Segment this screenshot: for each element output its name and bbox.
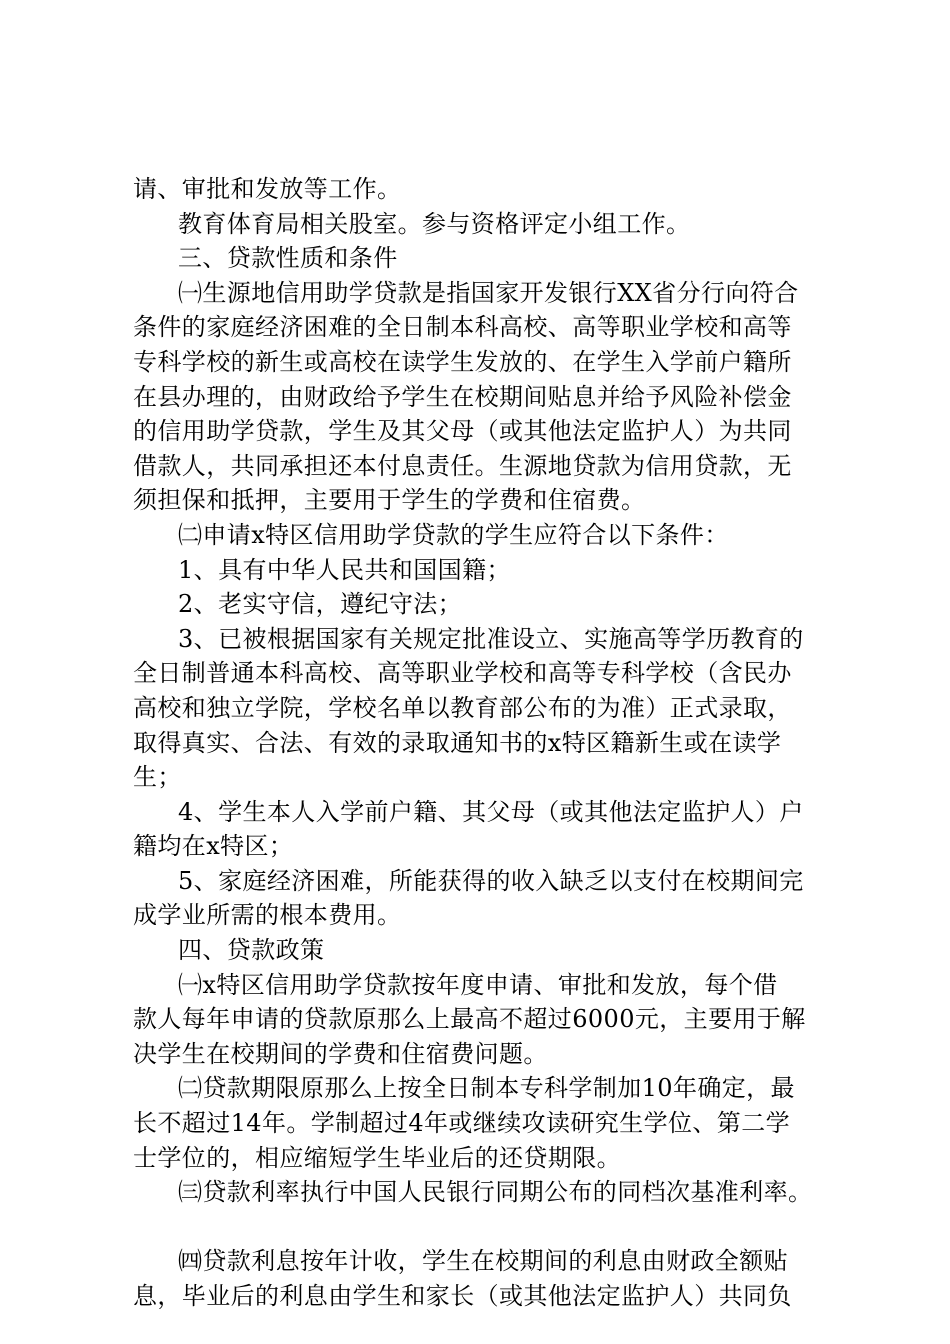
- text-line: 士学位的，相应缩短学生毕业后的还贷期限。: [133, 1143, 621, 1172]
- text-line: 借款人，共同承担还本付息责任。生源地贷款为信用贷款，无: [133, 451, 792, 480]
- text-line: 高校和独立学院，学校名单以教育部公布的为准）正式录取，: [133, 693, 792, 722]
- blank-line: [133, 1210, 833, 1245]
- text-line: 三、贷款性质和条件: [178, 244, 398, 273]
- text-line: 专科学校的新生或高校在读学生发放的、在学生入学前户籍所: [133, 347, 792, 376]
- text-line: 生；: [133, 763, 182, 792]
- text-line: 决学生在校期间的学费和住宿费问题。: [133, 1039, 548, 1068]
- text-line: 5、家庭经济困难，所能获得的收入缺乏以支付在校期间完: [178, 866, 804, 895]
- text-line: 3、已被根据国家有关规定批准设立、实施高等学历教育的: [178, 624, 804, 653]
- text-line: 款人每年申请的贷款原那么上最高不超过6000元，主要用于解: [133, 1005, 806, 1034]
- text-line: 条件的家庭经济困难的全日制本科高校、高等职业学校和高等: [133, 313, 792, 342]
- text-line: 取得真实、合法、有效的录取通知书的x特区籍新生或在读学: [133, 728, 782, 757]
- text-line: 长不超过14年。学制超过4年或继续攻读研究生学位、第二学: [133, 1109, 791, 1138]
- text-line: 教育体育局相关股室。参与资格评定小组工作。: [178, 209, 691, 238]
- text-line: 四、贷款政策: [178, 936, 325, 965]
- text-line: 籍均在x特区；: [133, 832, 294, 861]
- text-line: 在县办理的，由财政给予学生在校期间贴息并给予风险补偿金: [133, 382, 792, 411]
- text-line: ㈡申请x特区信用助学贷款的学生应符合以下条件：: [178, 520, 729, 549]
- text-line: ㈣贷款利息按年计收，学生在校期间的利息由财政全额贴: [178, 1247, 788, 1276]
- text-line: 2、老实守信，遵纪守法；: [178, 590, 463, 619]
- text-line: ㈢贷款利率执行中国人民银行同期公布的同档次基准利率。: [178, 1178, 813, 1207]
- text-line: 须担保和抵押，主要用于学生的学费和住宿费。: [133, 486, 646, 515]
- text-line: 息，毕业后的利息由学生和家长（或其他法定监护人）共同负: [133, 1282, 792, 1310]
- text-line: 的信用助学贷款，学生及其父母（或其他法定监护人）为共同: [133, 417, 792, 446]
- text-line: ㈠生源地信用助学贷款是指国家开发银行XX省分行向符合: [178, 278, 799, 307]
- text-line: 全日制普通本科高校、高等职业学校和高等专科学校（含民办: [133, 659, 792, 688]
- text-line: 成学业所需的根本费用。: [133, 901, 402, 930]
- text-line: ㈠x特区信用助学贷款按年度申请、审批和发放，每个借: [178, 970, 778, 999]
- document-body: [133, 172, 833, 1314]
- text-line: 1、具有中华人民共和国国籍；: [178, 555, 511, 584]
- text-line: 4、学生本人入学前户籍、其父母（或其他法定监护人）户: [178, 797, 804, 826]
- text-line: 请、审批和发放等工作。: [133, 175, 402, 203]
- text-line: ㈡贷款期限原那么上按全日制本专科学制加10年确定，最: [178, 1074, 795, 1103]
